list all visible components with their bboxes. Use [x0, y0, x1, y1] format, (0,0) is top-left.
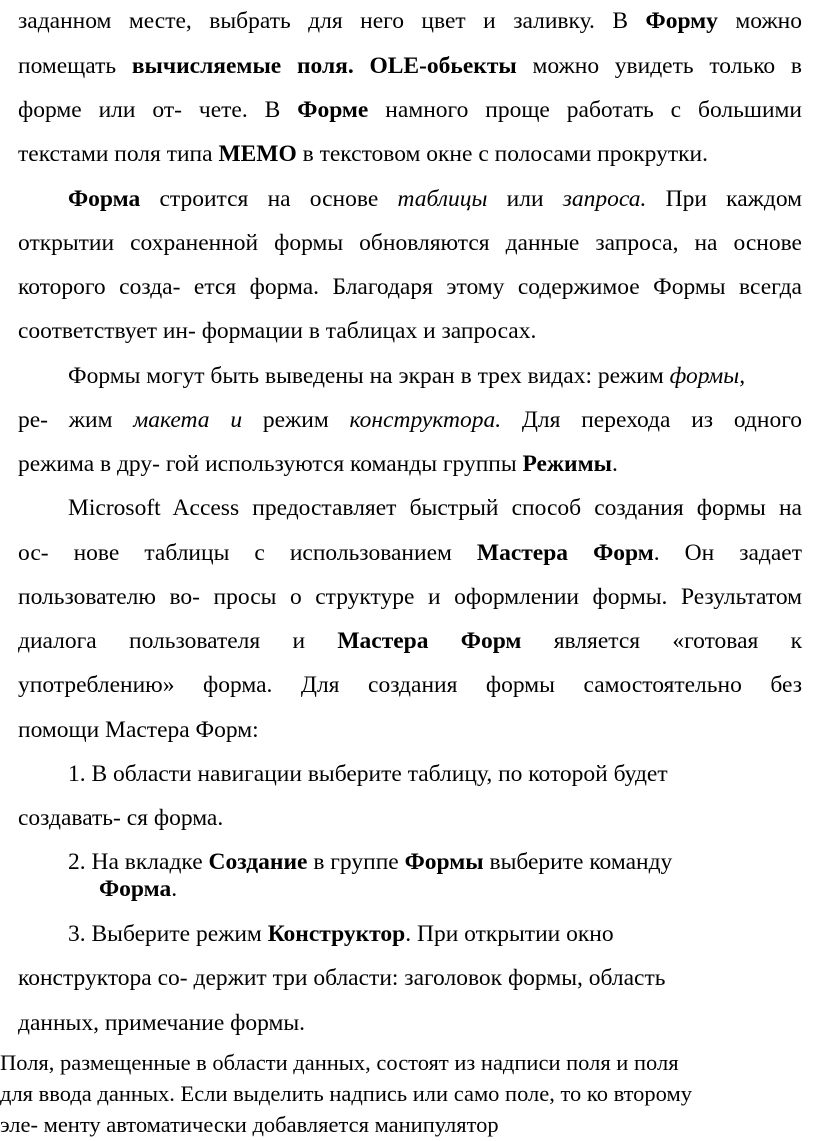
- text-run: диалога пользователя и: [18, 628, 338, 654]
- text-run: является «готовая к: [521, 628, 802, 654]
- bold-run: Режимы: [522, 451, 612, 477]
- text-run: 1. В области навигации выберите таблицу, по которой будет: [68, 761, 668, 787]
- text-run: Формы могут быть выведены на экран в трех видах: режим: [68, 363, 670, 389]
- text-line: [18, 272, 802, 302]
- text-run: заданном месте, выбрать для него цвет и заливку. В: [18, 8, 646, 34]
- text-line: [68, 493, 802, 523]
- text-run: Microsoft Access предоставляет быстрый способ создания формы на: [68, 495, 802, 521]
- text-run: При каждом: [646, 186, 802, 212]
- text-run: текстами поля типа: [18, 141, 219, 167]
- text-run: намного проще работать с большими: [368, 97, 802, 123]
- text-run: помещать: [18, 53, 132, 79]
- bold-run: Мастера Форм: [476, 540, 654, 566]
- text-line: [0, 1079, 800, 1109]
- italic-run: формы,: [669, 363, 746, 389]
- bold-run: Мастера Форм: [337, 628, 522, 654]
- text-line: [18, 228, 802, 258]
- text-run: употреблению» форма. Для создания формы самостоятельно без: [18, 672, 802, 698]
- text-run: в текстовом окне с полосами прокрутки.: [296, 141, 708, 167]
- italic-run: макета и: [133, 407, 243, 433]
- text-line: [18, 803, 802, 833]
- text-run: пользователю во- просы о структуре и оформлении формы. Результатом: [18, 584, 802, 610]
- text-line: [18, 51, 802, 81]
- bold-run: Форму: [645, 8, 718, 34]
- text-run: ре- жим: [18, 407, 134, 433]
- text-line: [18, 626, 802, 656]
- bold-run: Создание: [208, 849, 308, 875]
- list-item: [68, 919, 802, 949]
- bold-run: вычисляемые поля. OLE-обьекты: [131, 53, 517, 79]
- text-run: . При открытии окно: [405, 921, 614, 947]
- text-run: режима в дру- гой используются команды группы: [18, 451, 523, 477]
- text-run: можно увидеть только в: [516, 53, 803, 79]
- italic-run: запроса.: [562, 186, 647, 212]
- text-run: .: [611, 451, 618, 477]
- text-line: [18, 139, 802, 169]
- bold-run: Формы: [404, 849, 484, 875]
- text-run: открытии сохраненной формы обновляются данные запроса, на основе: [18, 230, 802, 256]
- text-line: [18, 963, 802, 993]
- text-line: [18, 670, 802, 700]
- list-item: [68, 759, 802, 789]
- italic-run: конструктора.: [349, 407, 502, 433]
- text-run: данных, примечание формы.: [18, 1010, 306, 1036]
- text-line: [18, 1008, 802, 1038]
- text-run: . Он задает: [653, 540, 803, 566]
- bold-run: Форме: [297, 97, 369, 123]
- text-line: [18, 538, 802, 568]
- text-run: ос- нове таблицы с использованием: [18, 540, 477, 566]
- text-line: [99, 874, 802, 904]
- bold-run: Форма: [99, 876, 172, 902]
- bold-run: МЕМО: [218, 141, 297, 167]
- bold-run: Конструктор: [267, 921, 406, 947]
- text-line: [0, 1110, 800, 1140]
- text-run: создавать- ся форма.: [18, 805, 224, 831]
- text-run: или: [487, 186, 563, 212]
- text-run: соответствует ин- формации в таблицах и запросах.: [18, 318, 537, 344]
- italic-run: таблицы: [397, 186, 488, 212]
- text-run: выберите команду: [483, 849, 673, 875]
- text-run: помощи Мастера Форм:: [18, 717, 259, 743]
- text-run: Поля, размещенные в области данных, состоят из надписи поля и поля: [0, 1050, 679, 1075]
- text-run: .: [171, 876, 178, 902]
- text-line: [18, 449, 802, 479]
- text-run: эле- менту автоматически добавляется манипулятор: [0, 1112, 499, 1137]
- text-line: [68, 184, 802, 214]
- text-run: Для перехода из одного: [501, 407, 802, 433]
- text-run: 3. Выберите режим: [68, 921, 268, 947]
- text-run: строится на основе: [140, 186, 398, 212]
- text-line: [18, 316, 802, 346]
- text-run: которого созда- ется форма. Благодаря этому содержимое Формы всегда: [18, 274, 802, 300]
- text-run: можно: [717, 8, 803, 34]
- text-run: форме или от- чете. В: [18, 97, 298, 123]
- bold-run: Форма: [68, 186, 141, 212]
- text-line: [18, 6, 802, 36]
- text-line: [18, 95, 802, 125]
- text-run: в группе: [307, 849, 405, 875]
- list-item: [68, 847, 802, 877]
- text-line: [18, 405, 802, 435]
- text-line: [18, 582, 802, 612]
- text-run: конструктора со- держит три области: заголовок формы, область: [18, 965, 666, 991]
- text-run: режим: [242, 407, 350, 433]
- text-run: 2. На вкладке: [68, 849, 209, 875]
- text-line: [0, 1048, 800, 1078]
- text-run: для ввода данных. Если выделить надпись или само поле, то ко второму: [0, 1081, 692, 1106]
- text-line: [68, 361, 802, 391]
- text-line: [18, 715, 802, 745]
